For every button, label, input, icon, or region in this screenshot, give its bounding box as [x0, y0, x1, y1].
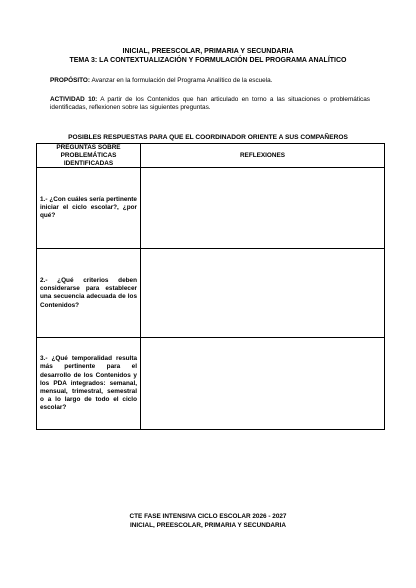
table-header-row — [37, 144, 385, 168]
questions-column-header: PREGUNTAS SOBRE PROBLEMÁTICAS IDENTIFICADAS — [37, 144, 141, 168]
proposito-label: PROPÓSITO: — [50, 77, 91, 84]
reflection-cell[interactable] — [141, 338, 385, 430]
question-cell: 2.- ¿Qué criterios deben considerarse para establecer una secuencia adecuada de los Contenidos? — [37, 249, 141, 338]
reflections-column-header: REFLEXIONES — [141, 144, 385, 168]
table-row — [37, 249, 385, 338]
table-row — [37, 168, 385, 249]
footer-cycle: CTE FASE INTENSIVA CICLO ESCOLAR 2026 - 2027 — [129, 513, 287, 520]
proposito-text: Avanzar en la formulación del Programa Analítico de la escuela. — [90, 77, 273, 84]
table-row — [37, 338, 385, 430]
reflection-cell[interactable] — [141, 249, 385, 338]
actividad-text: A partir de los Contenidos que han articulado en torno a las situaciones o problemáticas identificadas, reflexionen sobre las siguientes preguntas. — [50, 96, 370, 112]
actividad-label: ACTIVIDAD 10: — [50, 96, 98, 103]
header-level-title: INICIAL, PREESCOLAR, PRIMARIA Y SECUNDARIA — [122, 48, 294, 55]
table-title: POSIBLES RESPUESTAS PARA QUE EL COORDINADOR ORIENTE A SUS COMPAÑEROS — [68, 134, 348, 141]
header-topic-title: TEMA 3: LA CONTEXTUALIZACIÓN Y FORMULACIÓN DEL PROGRAMA ANALÍTICO — [69, 57, 347, 64]
actividad-paragraph — [50, 96, 370, 113]
questions-table — [36, 143, 385, 430]
reflection-cell[interactable] — [141, 168, 385, 249]
footer-levels: INICIAL, PREESCOLAR, PRIMARIA Y SECUNDARIA — [129, 522, 287, 529]
proposito-paragraph — [50, 77, 370, 85]
question-cell: 3.- ¿Qué temporalidad resulta más pertinente para el desarrollo de los Contenidos y los PDA integrados: semanal, mensual, trimestral, semestral o a lo largo de todo el ciclo escolar? — [37, 338, 141, 430]
question-cell: 1.- ¿Con cuáles sería pertinente iniciar el ciclo escolar?, ¿por qué? — [37, 168, 141, 249]
